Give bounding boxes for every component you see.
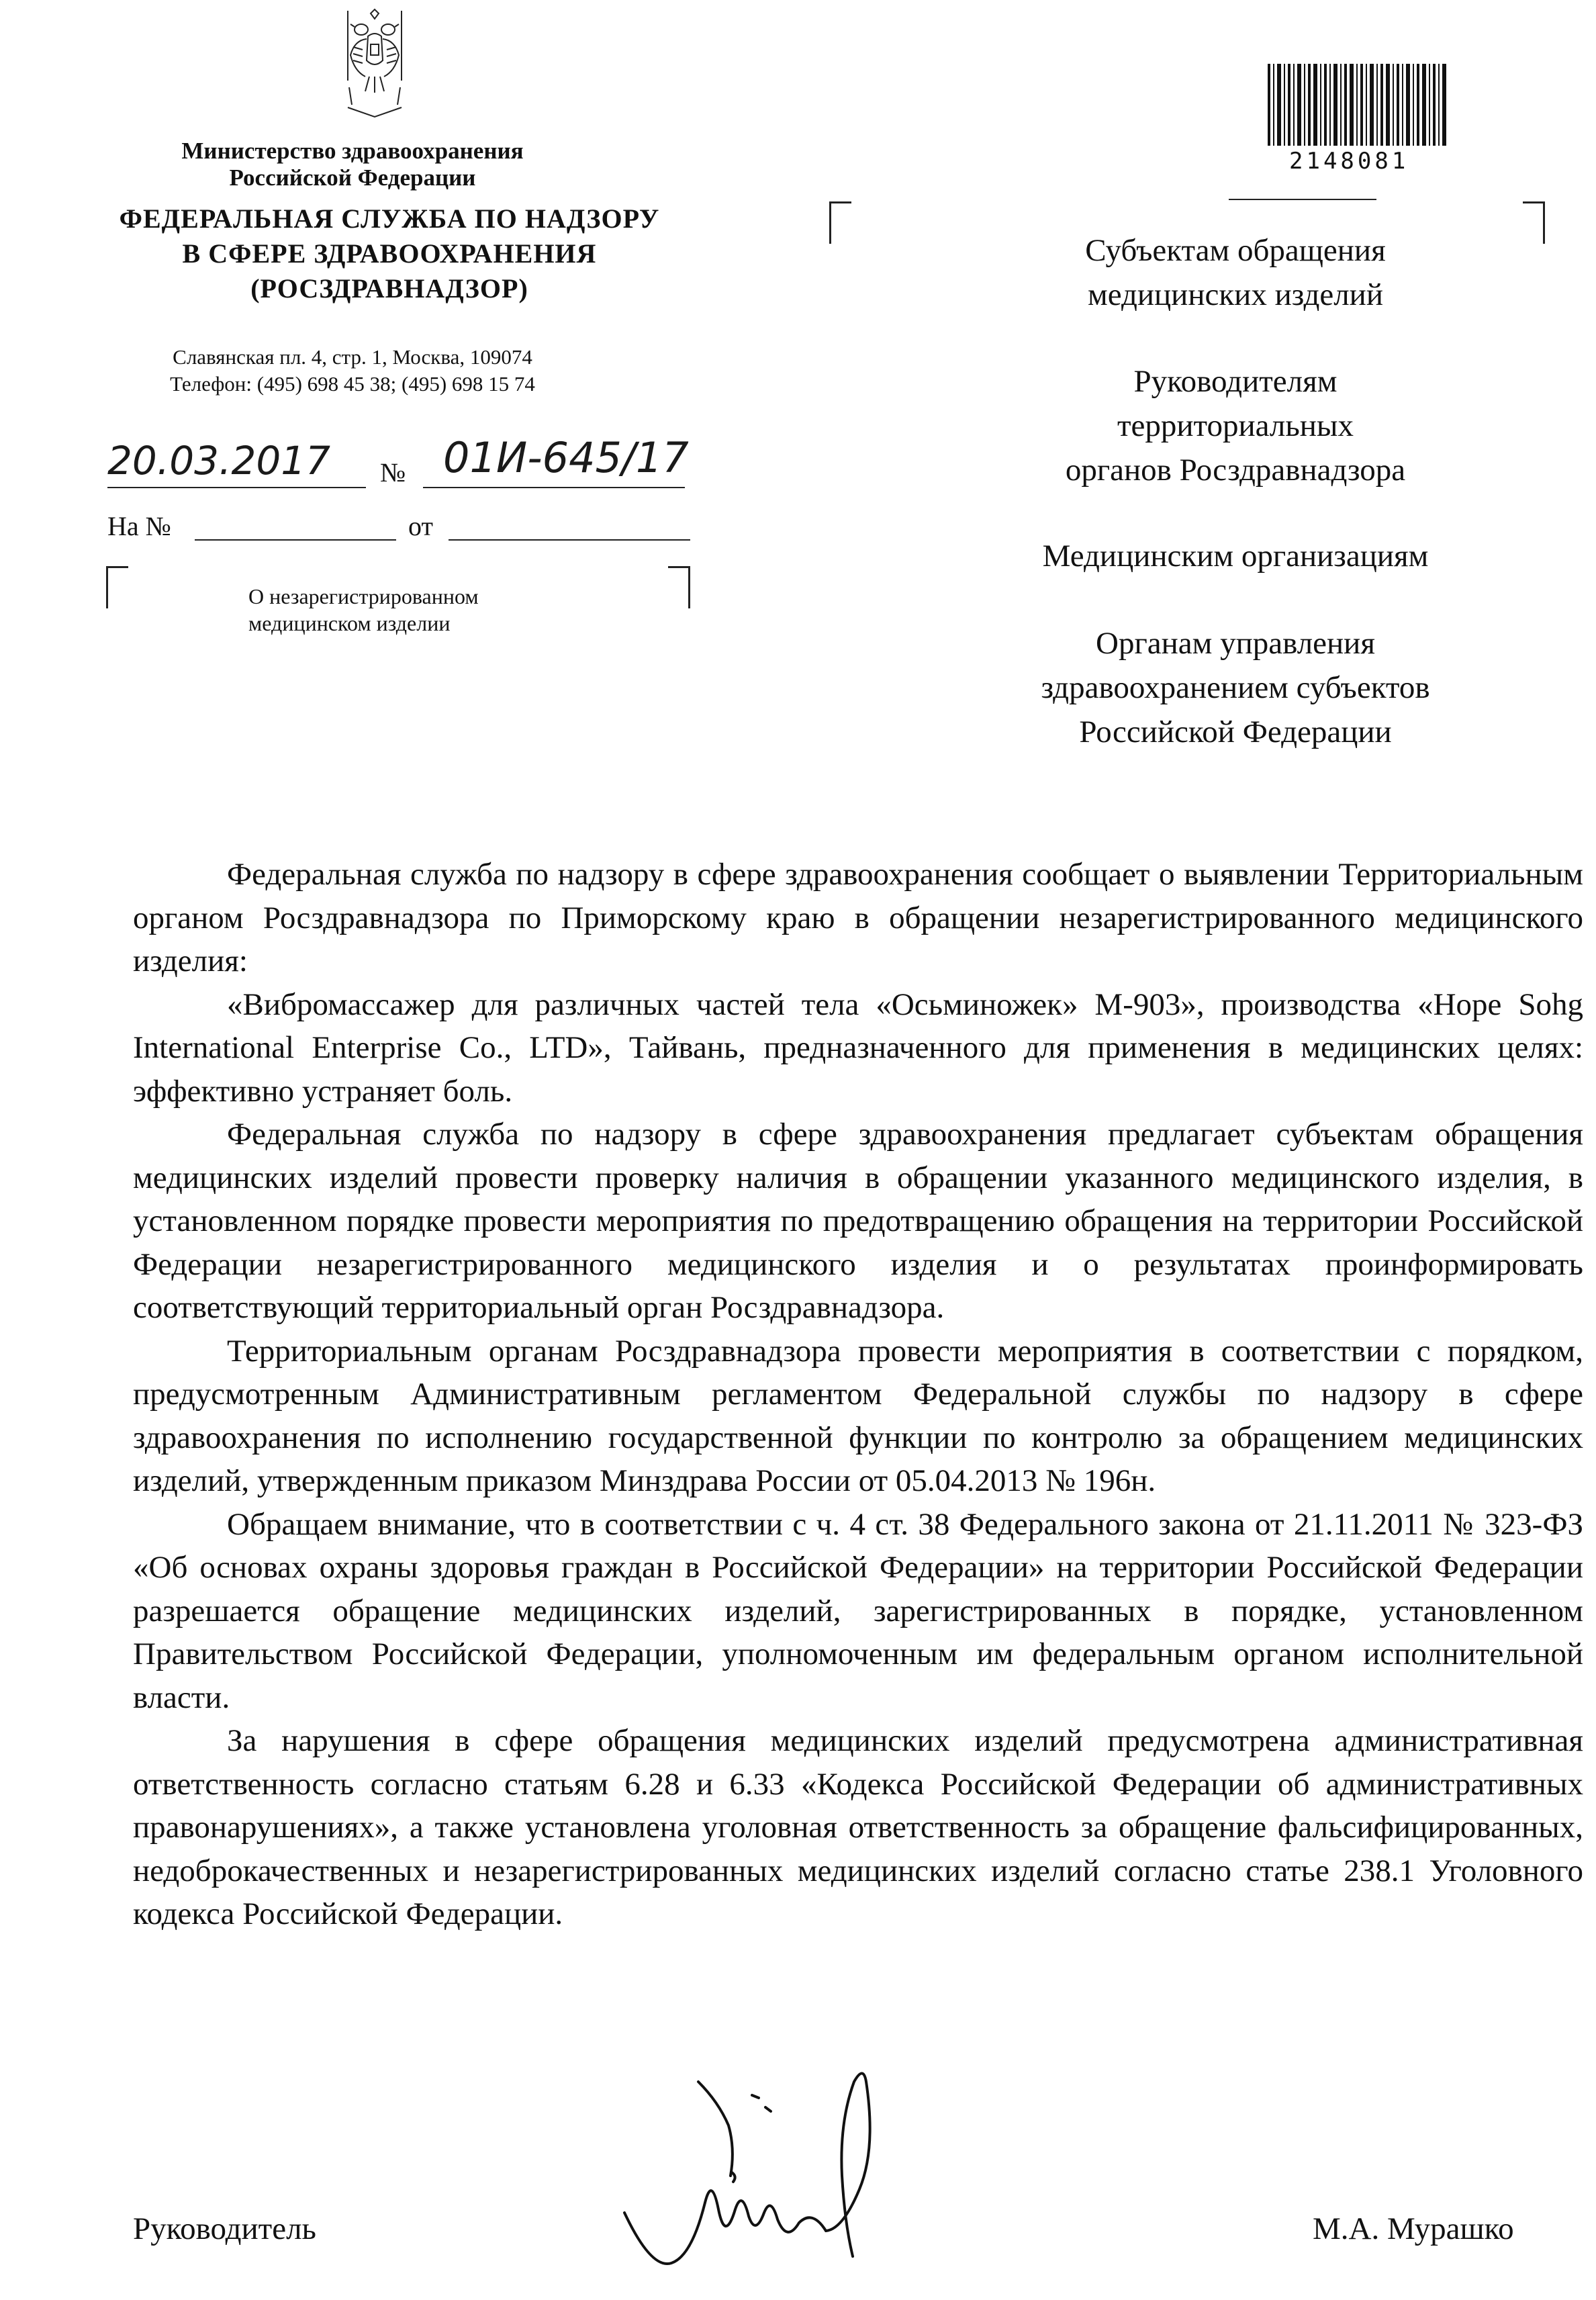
- address: Славянская пл. 4, стр. 1, Москва, 109074: [173, 345, 532, 369]
- body-paragraph: Обращаем внимание, что в соответствии с ч. 4 ст. 38 Федерального закона от 21.11.2011 № 323-ФЗ «Об основах охраны здоровья граждан в Российской Федерации» на территории Российской Федерации разрешается обращение медицинских изделий, зарегистрированных в порядке, установленном Правительством Российской Федерации, уполномоченным им федеральным органом исполнительной власти.: [133, 1506, 1583, 1715]
- address-block: [101, 344, 604, 398]
- recipient-line: территориальных: [1117, 408, 1354, 443]
- number-sign: №: [380, 457, 406, 488]
- body-paragraph: «Вибромассажер для различных частей тела «Осьминожек» М-903», производства «Hope Sohg International Enterprise Co., LTD», Тайвань, предназначенного для применения в медицинских целях: эффективно устраняет боль.: [133, 986, 1583, 1109]
- recipient-group: [933, 228, 1538, 317]
- reply-underline: [195, 539, 396, 541]
- date-underline: [107, 487, 366, 488]
- recipient-line: Медицинским организациям: [1042, 539, 1429, 573]
- letter-body: [133, 853, 1583, 1936]
- subject-bracket-left: [106, 566, 128, 608]
- reg-number: 01И-645/17: [443, 433, 689, 482]
- recipient-line: здравоохранением субъектов: [1041, 670, 1430, 705]
- body-paragraph: За нарушения в сфере обращения медицинских изделий предусмотрена административная ответственность согласно статьям 6.28 и 6.33 «Кодекса Российской Федерации об административных правонарушениях», а также установлена уголовная ответственность за обращение фальсифицированных, недоброкачественных и незарегистрированных медицинских изделий согласно статье 238.1 Уголовного кодекса Российской Федерации.: [133, 1723, 1583, 1931]
- recipient-group: [933, 359, 1538, 492]
- from-label: от: [408, 511, 433, 541]
- from-underline: [449, 539, 690, 541]
- body-paragraph: Федеральная служба по надзору в сфере здравоохранения сообщает о выявлении Территориальным органом Росздравнадзора по Приморскому краю в обращении незарегистрированного медицинского изделия:: [133, 857, 1583, 978]
- reply-label: На №: [107, 511, 171, 541]
- service-line: ФЕДЕРАЛЬНАЯ СЛУЖБА ПО НАДЗОРУ: [119, 203, 660, 234]
- service-line: В СФЕРЕ ЗДРАВООХРАНЕНИЯ: [182, 238, 597, 269]
- recipient-line: Руководителям: [1133, 364, 1337, 399]
- signatory-position: Руководитель: [133, 2211, 316, 2246]
- barcode-rule: [1229, 199, 1376, 200]
- ministry-line: Российской Федерации: [229, 165, 476, 191]
- reg-date: 20.03.2017: [107, 438, 331, 484]
- recipient-line: медицинских изделий: [1087, 277, 1383, 312]
- ministry-name: [101, 138, 604, 191]
- recipient-line: органов Росздравнадзора: [1065, 453, 1406, 488]
- recipient-line: Российской Федерации: [1079, 715, 1392, 749]
- service-name: [81, 201, 698, 306]
- recipient-group: [933, 534, 1538, 578]
- barcode: [1268, 64, 1449, 146]
- barcode-number: 2148081: [1289, 148, 1409, 175]
- recipient-group: [933, 621, 1538, 754]
- body-paragraph: Территориальным органам Росздравнадзора провести мероприятия в соответствии с порядком, предусмотренным Административным регламентом Федеральной службы по надзору в сфере здравоохранения по исполнению государственной функции по контролю за обращением медицинских изделий, утвержденным приказом Минздрава России от 05.04.2013 № 196н.: [133, 1333, 1583, 1498]
- handwritten-signature: [611, 2055, 960, 2276]
- service-line: (РОСЗДРАВНАДЗОР): [250, 273, 528, 304]
- ministry-line: Министерство здравоохранения: [181, 138, 524, 164]
- subject-bracket-right: [668, 566, 690, 608]
- phone: Телефон: (495) 698 45 38; (495) 698 15 74: [170, 372, 535, 396]
- recipient-line: Органам управления: [1096, 626, 1375, 661]
- recipient-bracket-left: [829, 201, 851, 244]
- number-underline: [423, 487, 685, 488]
- recipient-line: Субъектам обращения: [1085, 233, 1386, 268]
- signatory-name: М.А. Мурашко: [1313, 2211, 1514, 2246]
- subject-line: О незарегистрированном: [248, 584, 479, 608]
- subject: [248, 583, 651, 637]
- body-paragraph: Федеральная служба по надзору в сфере здравоохранения предлагает субъектам обращения медицинских изделий провести проверку наличия в обращении указанного медицинского изделия, в установленном порядке провести мероприятия по предотвращению обращения на территории Российской Федерации незарегистрированного медицинского изделия и о результатах проинформировать соответствующий территориальный орган Росздравнадзора.: [133, 1117, 1583, 1325]
- subject-line: медицинском изделии: [248, 611, 451, 635]
- coat-of-arms-emblem: [334, 7, 415, 121]
